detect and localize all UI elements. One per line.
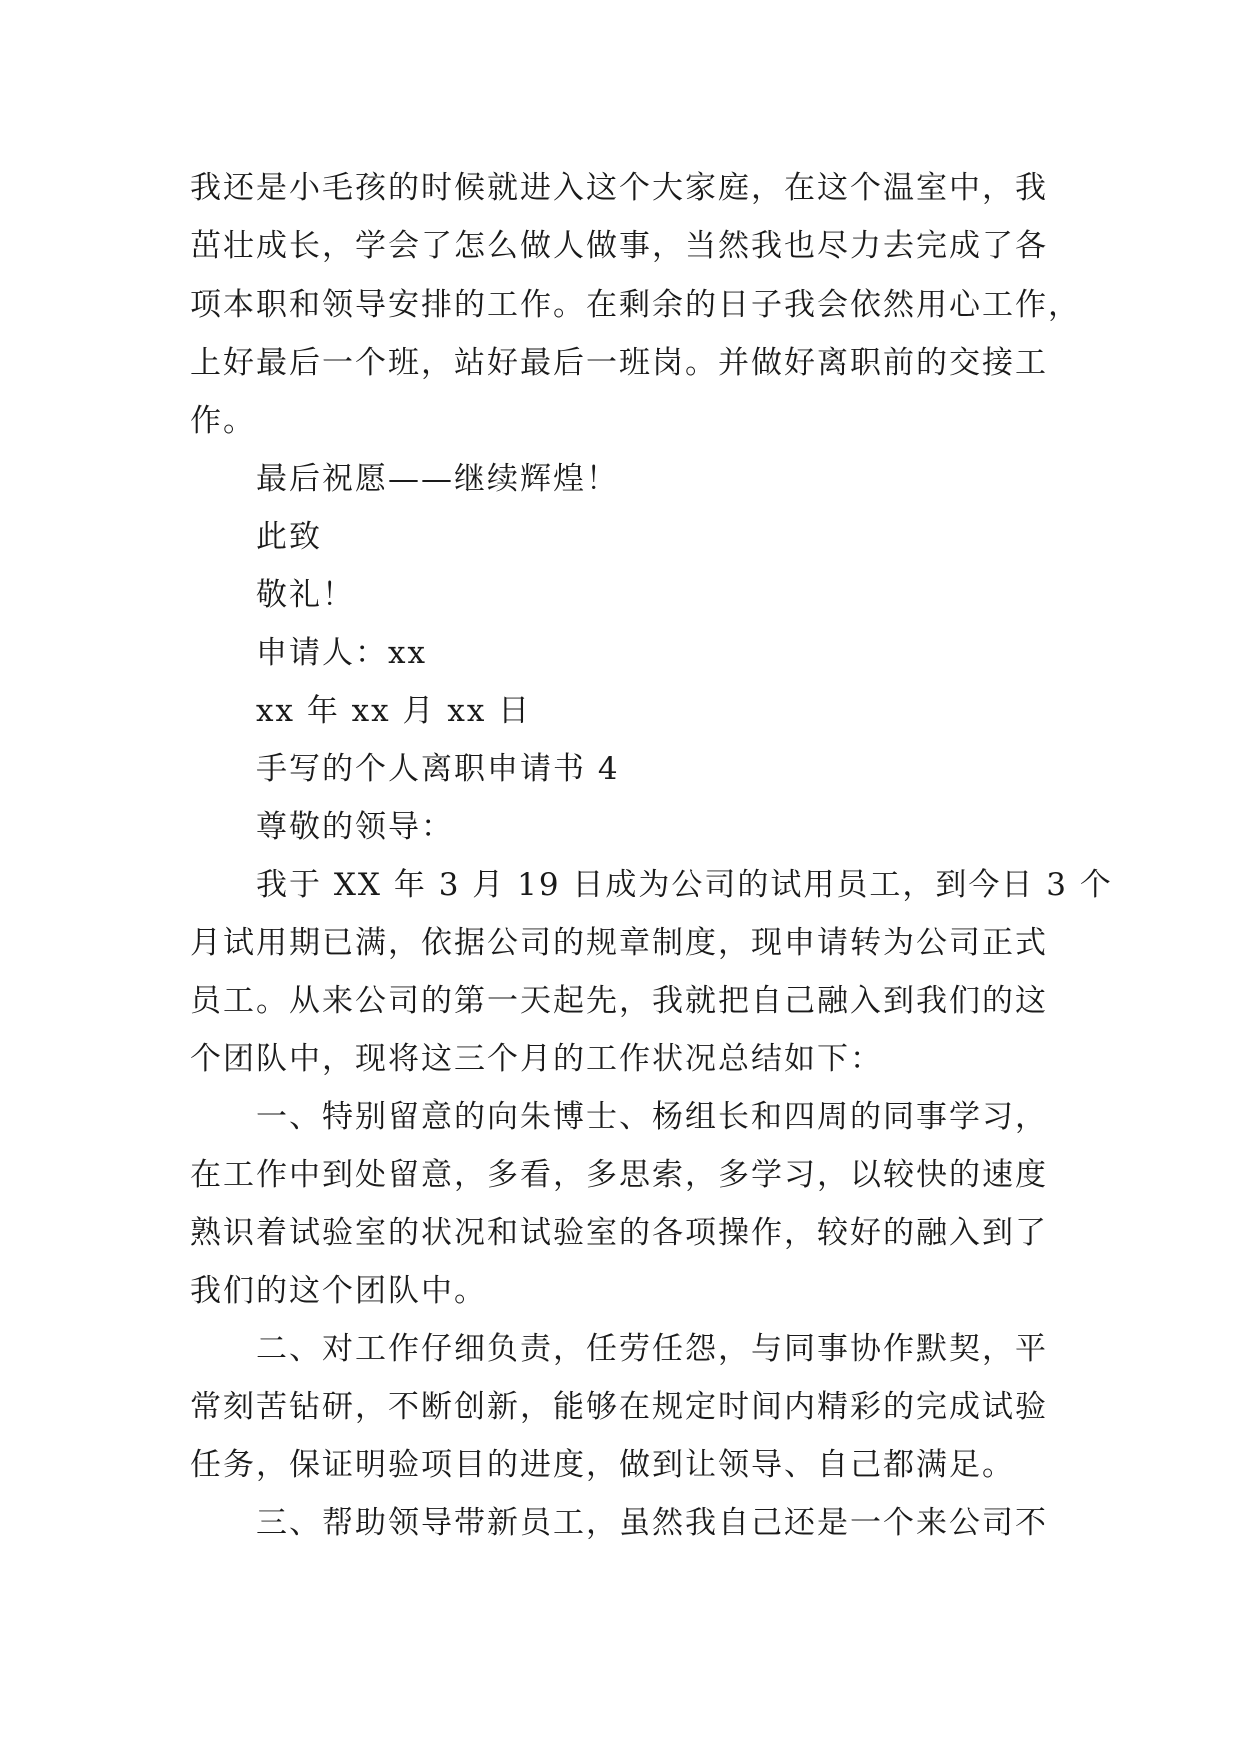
closing-wish: 最后祝愿——继续辉煌！: [256, 461, 619, 497]
body-text-line: 一、特别留意的向朱博士、杨组长和四周的同事学习，: [256, 1099, 1048, 1135]
body-text-line: 我们的这个团队中。: [190, 1273, 487, 1309]
greeting: 尊敬的领导：: [256, 809, 454, 845]
body-text-line: 个团队中，现将这三个月的工作状况总结如下：: [190, 1041, 883, 1077]
body-text-line: 常刻苦钻研，不断创新，能够在规定时间内精彩的完成试验: [190, 1389, 1048, 1425]
body-text-line: 项本职和领导安排的工作。在剩余的日子我会依然用心工作，: [190, 287, 1081, 323]
section-title: 手写的个人离职申请书 4: [256, 751, 620, 787]
body-text-line: 月试用期已满，依据公司的规章制度，现申请转为公司正式: [190, 925, 1048, 961]
signature-date: xx 年 xx 月 xx 日: [256, 693, 532, 729]
body-text-line: 在工作中到处留意，多看，多思索，多学习，以较快的速度: [190, 1157, 1048, 1193]
body-text-line: 员工。从来公司的第一天起先，我就把自己融入到我们的这: [190, 983, 1048, 1019]
body-text-line: 茁壮成长，学会了怎么做人做事，当然我也尽力去完成了各: [190, 228, 1048, 264]
body-text-line: 上好最后一个班，站好最后一班岗。并做好离职前的交接工: [190, 345, 1048, 381]
body-text-line: 二、对工作仔细负责，任劳任怨，与同事协作默契，平: [256, 1331, 1048, 1367]
body-text-line: 熟识着试验室的状况和试验室的各项操作，较好的融入到了: [190, 1215, 1048, 1251]
body-text-line: 三、帮助领导带新员工，虽然我自己还是一个来公司不: [256, 1505, 1048, 1541]
body-text-line: 我于 XX 年 3 月 19 日成为公司的试用员工，到今日 3 个: [256, 867, 1113, 903]
salutation-jingli: 敬礼！: [256, 577, 355, 613]
applicant-name: 申请人：xx: [256, 635, 427, 671]
body-text-line: 作。: [190, 403, 256, 439]
body-text-line: 我还是小毛孩的时候就进入这个大家庭，在这个温室中，我: [190, 170, 1048, 206]
body-text-line: 任务，保证明验项目的进度，做到让领导、自己都满足。: [190, 1447, 1015, 1483]
salutation-cizhi: 此致: [256, 519, 322, 555]
